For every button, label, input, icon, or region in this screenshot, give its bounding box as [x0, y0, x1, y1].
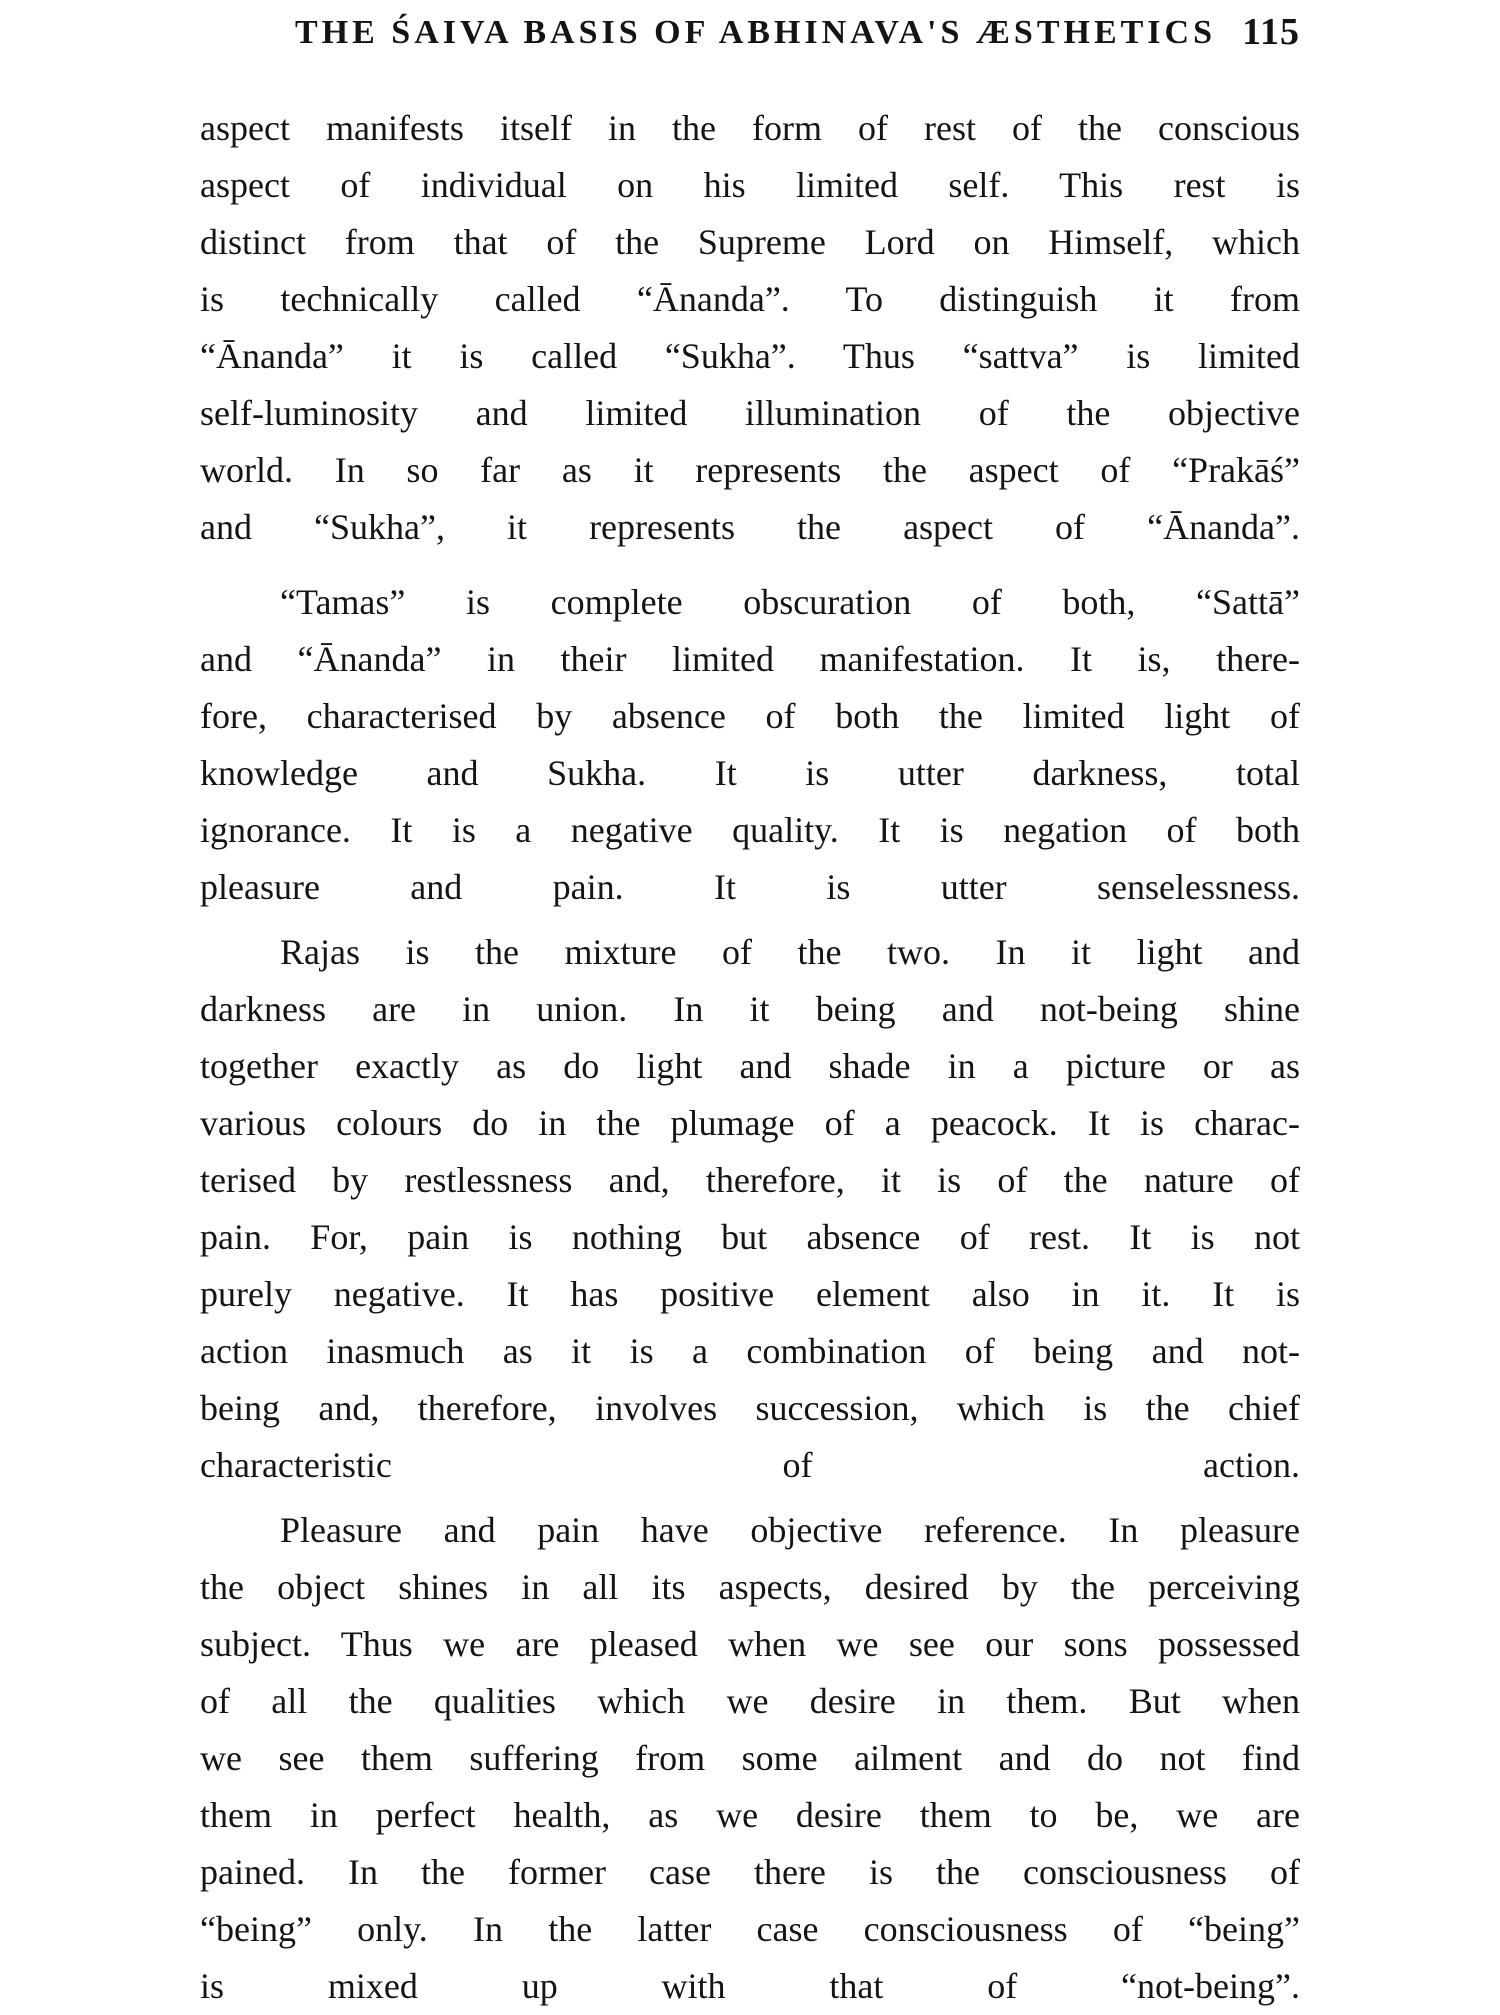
- paragraph-2: [200, 574, 1300, 916]
- paragraph-1: [200, 100, 1300, 556]
- text-line: world. In so far as it represents the aspect of “Prakāś”: [200, 450, 1300, 490]
- text-line: of all the qualities which we desire in them. But when: [200, 1681, 1300, 1721]
- text-line: pain. For, pain is nothing but absence of rest. It is not: [200, 1217, 1300, 1257]
- text-line: them in perfect health, as we desire them to be, we are: [200, 1795, 1300, 1835]
- text-line: self-luminosity and limited illumination of the objective: [200, 393, 1300, 433]
- text-line: is mixed up with that of “not-being”.: [200, 1966, 1300, 2006]
- text-line: together exactly as do light and shade in a picture or as: [200, 1046, 1300, 1086]
- text-line: knowledge and Sukha. It is utter darkness, total: [200, 753, 1300, 793]
- running-title: THE ŚAIVA BASIS OF ABHINAVA'S ÆSTHETICS: [295, 14, 1216, 51]
- text-line: various colours do in the plumage of a peacock. It is charac-: [200, 1103, 1300, 1143]
- text-line: terised by restlessness and, therefore, it is of the nature of: [200, 1160, 1300, 1200]
- text-line: aspect of individual on his limited self. This rest is: [200, 165, 1300, 205]
- page-number: 115: [1242, 11, 1300, 53]
- text-line: distinct from that of the Supreme Lord on Himself, which: [200, 222, 1300, 262]
- text-line: darkness are in union. In it being and not-being shine: [200, 989, 1300, 1029]
- text-line: Pleasure and pain have objective reference. In pleasure: [280, 1510, 1300, 1550]
- text-line: subject. Thus we are pleased when we see our sons possessed: [200, 1624, 1300, 1664]
- text-line: ignorance. It is a negative quality. It is negation of both: [200, 810, 1300, 850]
- text-line: “Tamas” is complete obscuration of both, “Sattā”: [280, 582, 1300, 622]
- paragraph-4: [200, 1502, 1300, 2015]
- text-line: we see them suffering from some ailment and do not find: [200, 1738, 1300, 1778]
- text-line: and “Ānanda” in their limited manifestation. It is, there-: [200, 639, 1300, 679]
- text-line: is technically called “Ānanda”. To distinguish it from: [200, 279, 1300, 319]
- text-line: pained. In the former case there is the consciousness of: [200, 1852, 1300, 1892]
- text-line: pleasure and pain. It is utter senselessness.: [200, 867, 1300, 907]
- text-line: “Ānanda” it is called “Sukha”. Thus “sattva” is limited: [200, 336, 1300, 376]
- text-line: purely negative. It has positive element also in it. It is: [200, 1274, 1300, 1314]
- text-line: fore, characterised by absence of both the limited light of: [200, 696, 1300, 736]
- text-line: and “Sukha”, it represents the aspect of “Ānanda”.: [200, 507, 1300, 547]
- text-line: aspect manifests itself in the form of rest of the conscious: [200, 108, 1300, 148]
- text-line: action inasmuch as it is a combination of being and not-: [200, 1331, 1300, 1371]
- page-header: [200, 2, 1300, 66]
- text-line: being and, therefore, involves succession, which is the chief: [200, 1388, 1300, 1428]
- text-line: characteristic of action.: [200, 1445, 1300, 1485]
- text-line: the object shines in all its aspects, desired by the perceiving: [200, 1567, 1300, 1607]
- paragraph-3: [200, 924, 1300, 1494]
- text-line: Rajas is the mixture of the two. In it light and: [280, 932, 1300, 972]
- text-line: “being” only. In the latter case consciousness of “being”: [200, 1909, 1300, 1949]
- book-page: [200, 0, 1300, 2015]
